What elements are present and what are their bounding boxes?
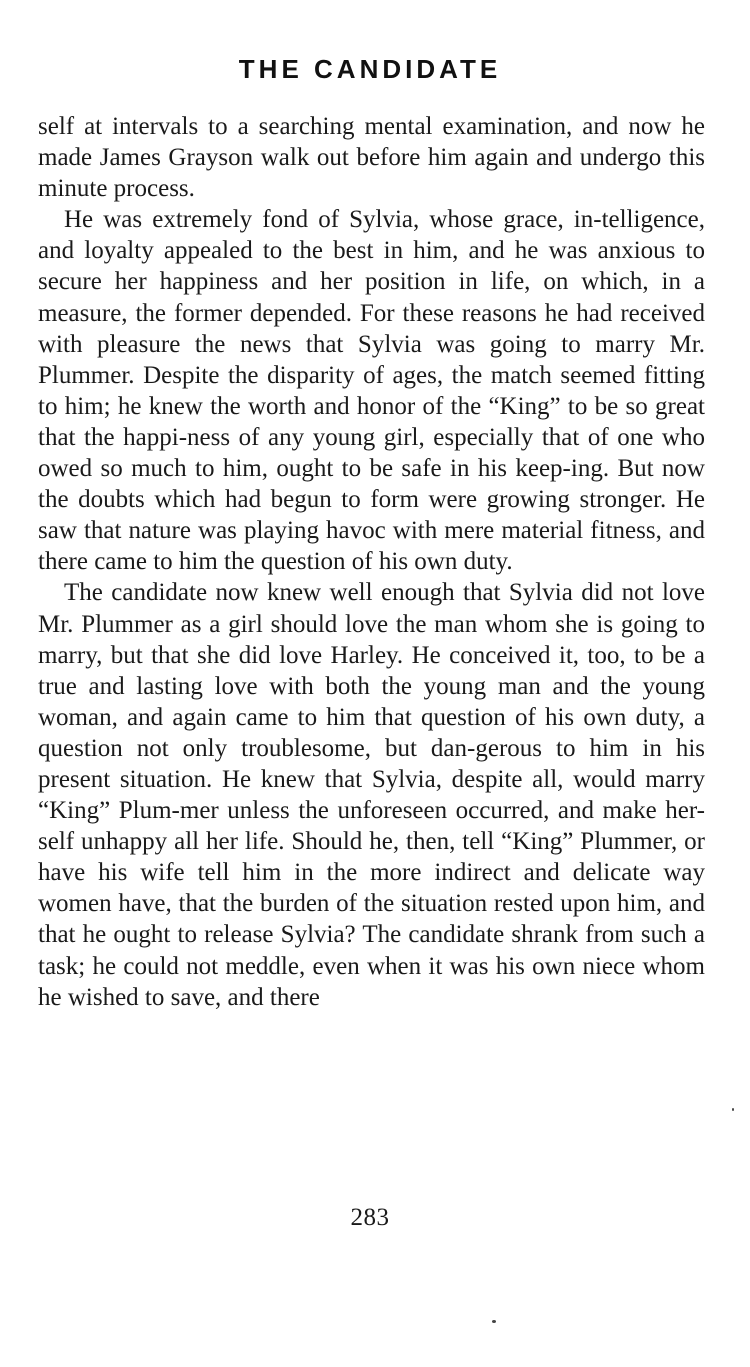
body-text	[38, 111, 705, 1013]
print-speck	[492, 1320, 496, 1323]
paragraph: self at intervals to a searching mental examination, and now he made James Grayson walk out before him again and undergo this minute process.	[38, 113, 705, 203]
page-number: 283	[350, 1204, 390, 1231]
paragraph: The candidate now knew well enough that Sylvia did not love Mr. Plummer as a girl should love the man whom she is going to marry, but that she did love Harley. He conceived it, too, to be a true and lasting love with both the young man and the young woman, and again came to him that question of his own duty, a question not only troublesome, but dan-gerous to him in his present situation. He knew that Sylvia, despite all, would marry “King” Plum-mer unless the unforeseen occurred, and make her-self unhappy all her life. Should he, then, tell “King” Plummer, or have his wife tell him in the more indirect and delicate way women have, that the burden of the situation rested upon him, and that he ought to release Sylvia? The candidate shrank from such a task; he could not meddle, even when it was his own niece whom he wished to save, and there	[38, 579, 705, 1011]
print-speck	[732, 1108, 734, 1111]
running-head: THE CANDIDATE	[238, 54, 502, 84]
paragraph: He was extremely fond of Sylvia, whose grace, in-telligence, and loyalty appealed to the best in him, and he was anxious to secure her happiness and her position in life, on which, in a measure, the former depended. For these reasons he had received with pleasure the news that Sylvia was going to marry Mr. Plummer. Despite the disparity of ages, the match seemed fitting to him; he knew the worth and honor of the “King” to be so great that the happi-ness of any young girl, especially that of one who owed so much to him, ought to be safe in his keep-ing. But now the doubts which had begun to form were growing stronger. He saw that nature was playing havoc with mere material fitness, and there came to him the question of his own duty.	[38, 206, 705, 576]
